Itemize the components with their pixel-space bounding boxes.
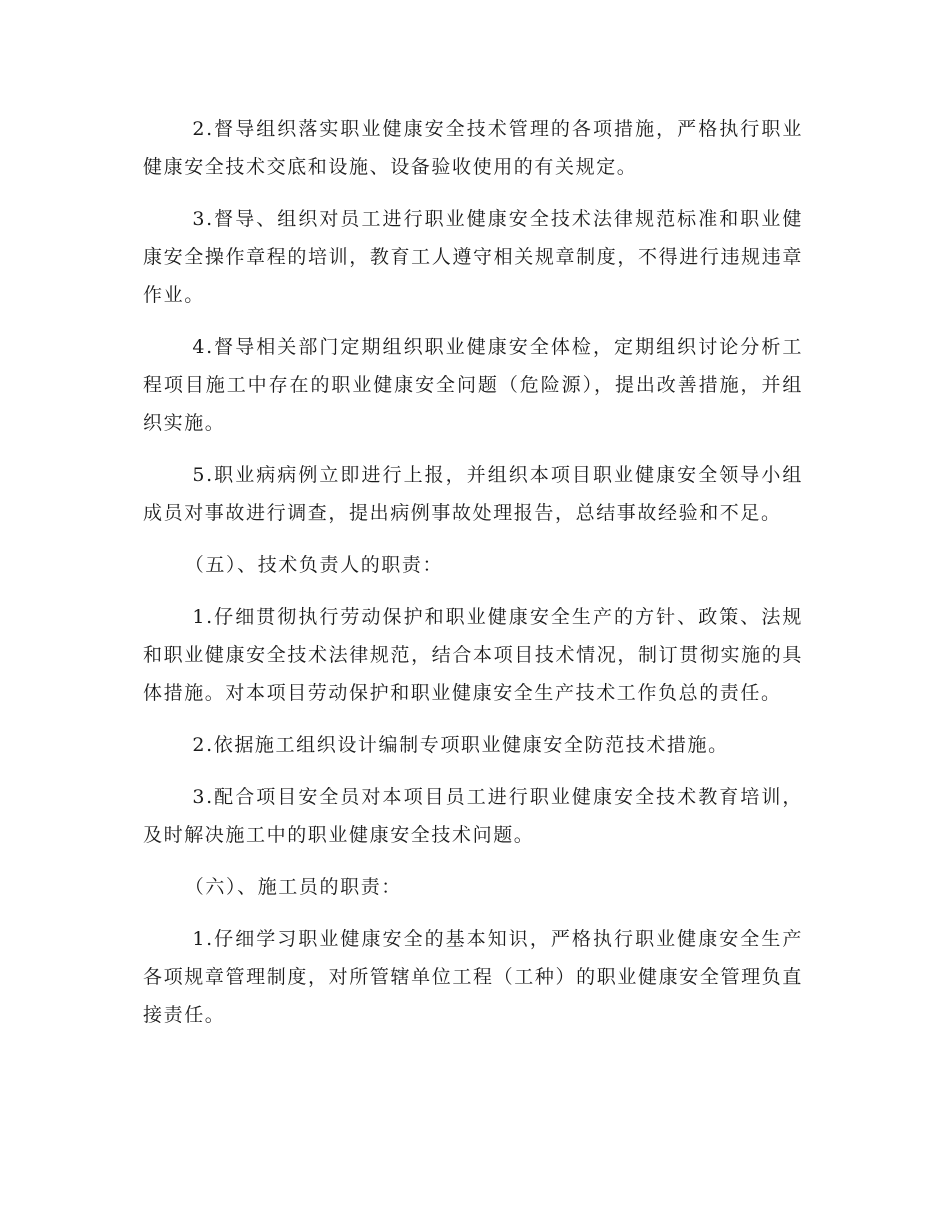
paragraph-item-4-health-checks: 4.督导相关部门定期组织职业健康安全体检，定期组织讨论分析工程项目施工中存在的职业健康安全问题（危险源），提出改善措施，并组织实施。 (143, 336, 803, 434)
paragraph-tech-item-2: 2.依据施工组织设计编制专项职业健康安全防范技术措施。 (192, 734, 729, 756)
paragraph-worker-item-1: 1.仔细学习职业健康安全的基本知识，严格执行职业健康安全生产各项规章管理制度，对所管辖单位工程（工种）的职业健康安全管理负直接责任。 (143, 928, 803, 1026)
paragraph-tech-item-3: 3.配合项目安全员对本项目员工进行职业健康安全技术教育培训，及时解决施工中的职业健康安全技术问题。 (143, 786, 803, 846)
paragraph-tech-item-1: 1.仔细贯彻执行劳动保护和职业健康安全生产的方针、政策、法规和职业健康安全技术法律规范，结合本项目技术情况，制订贯彻实施的具体措施。对本项目劳动保护和职业健康安全生产技术工作负总的责任。 (143, 606, 803, 704)
paragraph-item-5-disease-reporting: 5.职业病病例立即进行上报，并组织本项目职业健康安全领导小组成员对事故进行调查，提出病例事故处理报告，总结事故经验和不足。 (143, 464, 803, 524)
section-heading-construction-worker: （六）、施工员的职责： (184, 876, 402, 898)
section-heading-technical-lead: （五）、技术负责人的职责： (184, 554, 444, 576)
paragraph-item-2-supervise-measures: 2.督导组织落实职业健康安全技术管理的各项措施，严格执行职业健康安全技术交底和设施、设备验收使用的有关规定。 (143, 118, 803, 178)
document-body (143, 110, 803, 1048)
paragraph-item-3-training: 3.督导、组织对员工进行职业健康安全技术法律规范标准和职业健康安全操作章程的培训，教育工人遵守相关规章制度，不得进行违规违章作业。 (143, 208, 803, 306)
